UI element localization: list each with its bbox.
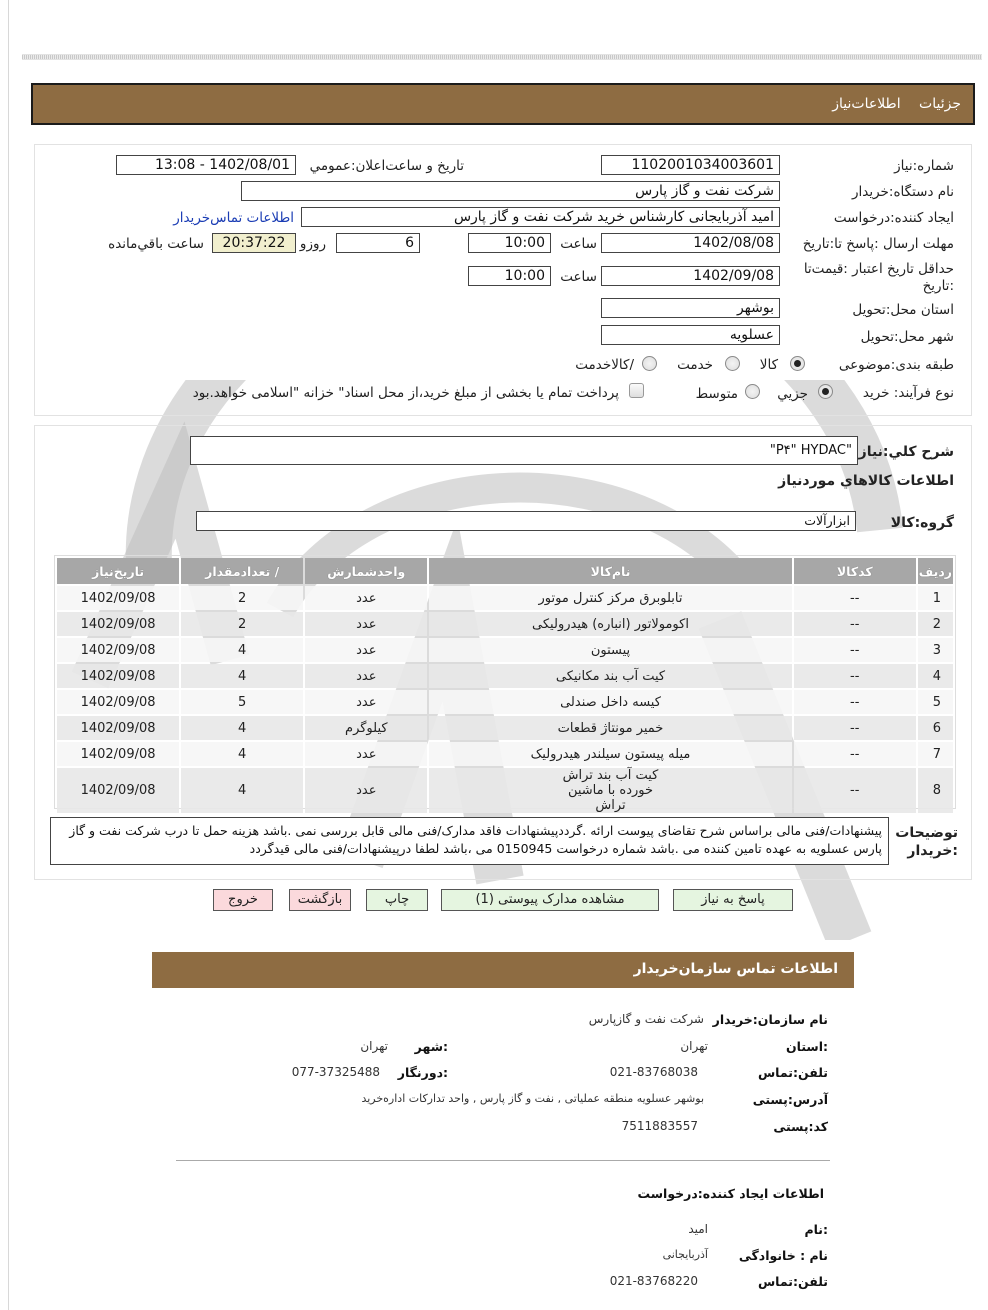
description-label: شرح کلي:نياز — [858, 444, 954, 460]
category-radio-service[interactable] — [725, 356, 740, 371]
province-label: استان محل:تحویل — [852, 302, 954, 318]
contact-address-label: آدرس:پستی — [752, 1092, 828, 1107]
exit-button[interactable]: خروج — [213, 889, 273, 911]
cell-unit: عدد — [305, 742, 427, 766]
buyer-org-name-label: نام سازمان:خریدار — [712, 1012, 828, 1027]
creator-label: ایجاد کننده:درخواست — [833, 210, 954, 226]
contact-fax-value: 077-37325488 — [291, 1065, 380, 1079]
table-header-row — [57, 558, 953, 584]
contact-city-label: :شهر — [414, 1039, 448, 1054]
back-button[interactable]: بازگشت — [289, 889, 351, 911]
cell-item-code: -- — [794, 586, 916, 610]
cell-row-number: 4 — [918, 664, 953, 688]
cell-item-code: -- — [794, 638, 916, 662]
cell-item-name: کیسه داخل صندلی — [429, 690, 791, 714]
cell-quantity: 4 — [181, 664, 303, 688]
contact-fax-label: :دورنگار — [397, 1065, 448, 1080]
cell-item-name: تابلوبرق مرکز کنترل موتور — [429, 586, 791, 610]
creator-field[interactable]: امید آذربایجانی کارشناس خرید شرکت نفت و گاز پارس — [301, 207, 780, 227]
section-divider — [176, 1160, 830, 1161]
contact-postal-label: کد:پستی — [773, 1119, 828, 1134]
province-field[interactable]: بوشهر — [601, 298, 780, 318]
cell-item-name: پیستون — [429, 638, 791, 662]
need-number-label: شماره:نیاز — [894, 158, 954, 174]
contact-city-value: تهران — [360, 1039, 388, 1053]
validity-time-field[interactable]: 10:00 — [468, 266, 551, 286]
cell-quantity: 2 — [181, 586, 303, 610]
cell-need-date: 1402/09/08 — [57, 716, 179, 740]
col-row-number[interactable]: ردیف — [918, 558, 953, 584]
top-divider — [22, 54, 982, 60]
remaining-time-label: ساعت باقي‌مانده — [108, 236, 204, 252]
need-number-field[interactable]: 1102001034003601 — [601, 155, 780, 175]
creator-family-label: نام : خانوادگی — [738, 1248, 828, 1263]
cell-unit: عدد — [305, 690, 427, 714]
days-label: روزو — [299, 236, 326, 252]
buyer-contact-title-bar: اطلاعات تماس سازمان‌خریدار — [152, 952, 854, 988]
cell-item-name: میله پیستون سیلندر هیدرولیک — [429, 742, 791, 766]
cell-quantity: 4 — [181, 768, 303, 813]
contact-province-label: :استان — [785, 1039, 828, 1054]
cell-need-date: 1402/09/08 — [57, 742, 179, 766]
cell-unit: عدد — [305, 638, 427, 662]
col-item-code[interactable]: کدکالا — [794, 558, 916, 584]
category-label: طبقه بندی:موضوعی — [838, 357, 954, 373]
city-label: شهر محل:تحویل — [860, 329, 954, 345]
table-row[interactable] — [57, 716, 953, 740]
cell-unit: عدد — [305, 664, 427, 688]
table-row[interactable] — [57, 690, 953, 714]
contact-province-value: تهران — [680, 1039, 708, 1053]
category-goods-service-label: /کالاخدمت — [575, 357, 634, 373]
cell-quantity: 4 — [181, 716, 303, 740]
category-goods-label: کالا — [759, 357, 778, 373]
buyer-org-field[interactable]: شرکت نفت و گاز پارس — [241, 181, 780, 201]
contact-phone-label: تلفن:تماس — [757, 1065, 828, 1080]
cell-quantity: 5 — [181, 690, 303, 714]
contact-phone-value: 021-83768038 — [609, 1065, 698, 1079]
cell-unit: عدد — [305, 768, 427, 813]
process-medium-label: متوسط — [695, 386, 738, 402]
table-row[interactable] — [57, 638, 953, 662]
buyer-notes-field[interactable]: پیشنهادات/فنی مالی براساس شرح تقاضای پیوست ارائه .گرددپیشنهادات فاقد مدارک/فنی مالی قابل بررسی نمی .باشد هزینه حمل تا درب شرکت نفت و گاز پارس عسلویه به عهده تامین کننده می .باشد شماره درخواست 0150945 می ،باشد لطفا درپیشنهادات/فنی مالی قیدگردد — [50, 817, 889, 865]
cell-row-number: 5 — [918, 690, 953, 714]
contact-address-value: بوشهر عسلویه منطقه عملیاتی , نفت و گاز پارس , واحد تدارکات اداره‌خرید — [361, 1092, 704, 1105]
cell-unit: کیلوگرم — [305, 716, 427, 740]
cell-need-date: 1402/09/08 — [57, 612, 179, 636]
col-quantity[interactable]: / تعدادمقدار — [181, 558, 303, 584]
days-remaining-field[interactable]: 6 — [336, 233, 420, 253]
buyer-notes-label: توضیحات :خریدار — [895, 825, 958, 859]
contact-postal-value: 7511883557 — [621, 1119, 698, 1133]
treasury-checkbox-label: پرداخت تمام یا بخشی از مبلغ خرید،از محل اسناد" خزانه "اسلامی خواهد.بود — [192, 385, 619, 401]
cell-unit: عدد — [305, 612, 427, 636]
title-need-info: اطلاعات‌نیاز — [832, 96, 901, 112]
creator-info-title: اطلاعات ایجاد کننده:درخواست — [637, 1186, 824, 1201]
cell-item-code: -- — [794, 664, 916, 688]
cell-item-name: خمیر مونتاژ قطعات — [429, 716, 791, 740]
cell-row-number: 7 — [918, 742, 953, 766]
title-details: جزئیات — [919, 96, 961, 112]
category-service-label: خدمت — [677, 357, 713, 373]
page-title-bar — [31, 83, 975, 125]
items-table-container — [54, 555, 956, 813]
table-row[interactable] — [57, 664, 953, 688]
table-row[interactable] — [57, 586, 953, 610]
city-field[interactable]: عسلویه — [601, 325, 780, 345]
table-row[interactable] — [57, 612, 953, 636]
cell-item-name: کیت آب بند مکانیکی — [429, 664, 791, 688]
deadline-time-field[interactable]: 10:00 — [468, 233, 551, 253]
buyer-contact-link[interactable]: اطلاعات تماس‌خریدار — [173, 210, 294, 226]
goods-group-label: گروه:کالا — [890, 515, 954, 531]
category-radio-goods[interactable] — [790, 356, 805, 371]
cell-item-code: -- — [794, 742, 916, 766]
process-radio-medium[interactable] — [745, 384, 760, 399]
cell-item-code: -- — [794, 768, 916, 813]
cell-item-name: اکومولاتور (انباره) هیدرولیکی — [429, 612, 791, 636]
cell-row-number: 1 — [918, 586, 953, 610]
validity-hour-label: ساعت — [560, 269, 597, 285]
validity-label: حداقل تاریخ اعتبار :قیمت‌تا :تاریخ — [803, 261, 954, 294]
process-minor-label: جزيي — [777, 386, 808, 402]
goods-info-title: اطلاعات کالاهاي موردنیاز — [778, 473, 954, 489]
cell-quantity: 4 — [181, 638, 303, 662]
creator-family-value: آذربایجانی — [662, 1248, 708, 1261]
cell-quantity: 4 — [181, 742, 303, 766]
view-attachments-button[interactable]: مشاهده مدارک پیوستی (1) — [441, 889, 659, 911]
description-field[interactable]: "P۴" HYDAC" — [190, 436, 858, 465]
cell-need-date: 1402/09/08 — [57, 664, 179, 688]
cell-quantity: 2 — [181, 612, 303, 636]
cell-item-code: -- — [794, 690, 916, 714]
buyer-org-label: نام دستگاه:خریدار — [851, 184, 954, 200]
col-need-date[interactable]: تاریخ‌نیاز — [57, 558, 179, 584]
col-unit[interactable]: واحدشمارش — [305, 558, 427, 584]
cell-unit: عدد — [305, 586, 427, 610]
table-row[interactable] — [57, 768, 953, 813]
cell-need-date: 1402/09/08 — [57, 586, 179, 610]
cell-item-code: -- — [794, 716, 916, 740]
goods-group-field[interactable]: ابزارآلات — [196, 511, 856, 531]
remaining-time-field: 20:37:22 — [212, 233, 296, 253]
cell-row-number: 6 — [918, 716, 953, 740]
deadline-date-field[interactable]: 1402/08/08 — [601, 233, 780, 253]
treasury-checkbox[interactable] — [629, 383, 644, 398]
creator-name-value: امید — [688, 1222, 708, 1236]
creator-phone-value: 021-83768220 — [609, 1274, 698, 1288]
cell-row-number: 3 — [918, 638, 953, 662]
page-left-border — [8, 0, 9, 1310]
cell-row-number: 2 — [918, 612, 953, 636]
cell-row-number: 8 — [918, 768, 953, 813]
cell-item-code: -- — [794, 612, 916, 636]
deadline-label: مهلت ارسال :پاسخ تا:تاریخ — [802, 236, 954, 252]
creator-phone-label: تلفن:تماس — [757, 1274, 828, 1289]
print-button[interactable]: چاپ — [366, 889, 428, 911]
cell-need-date: 1402/09/08 — [57, 690, 179, 714]
announce-label: تاريخ و ساعت‌اعلان:عمومي — [309, 158, 464, 174]
process-label: نوع فرآیند: خرید — [862, 385, 954, 401]
creator-name-label: :نام — [804, 1222, 828, 1237]
cell-need-date: 1402/09/08 — [57, 768, 179, 813]
cell-need-date: 1402/09/08 — [57, 638, 179, 662]
items-table — [55, 556, 955, 815]
deadline-hour-label: ساعت — [560, 236, 597, 252]
table-row[interactable] — [57, 742, 953, 766]
category-radio-goods-service[interactable] — [642, 356, 657, 371]
cell-item-name: کیت آب بند تراش خورده با ماشین تراش — [429, 768, 791, 813]
respond-button[interactable]: پاسخ به نیاز — [673, 889, 793, 911]
announce-date-field[interactable]: 1402/08/01 - 13:08 — [116, 155, 296, 175]
col-item-name[interactable]: نام‌کالا — [429, 558, 791, 584]
validity-date-field[interactable]: 1402/09/08 — [601, 266, 780, 286]
process-radio-minor[interactable] — [818, 384, 833, 399]
buyer-org-name-value: شرکت نفت و گازپارس — [588, 1012, 704, 1026]
